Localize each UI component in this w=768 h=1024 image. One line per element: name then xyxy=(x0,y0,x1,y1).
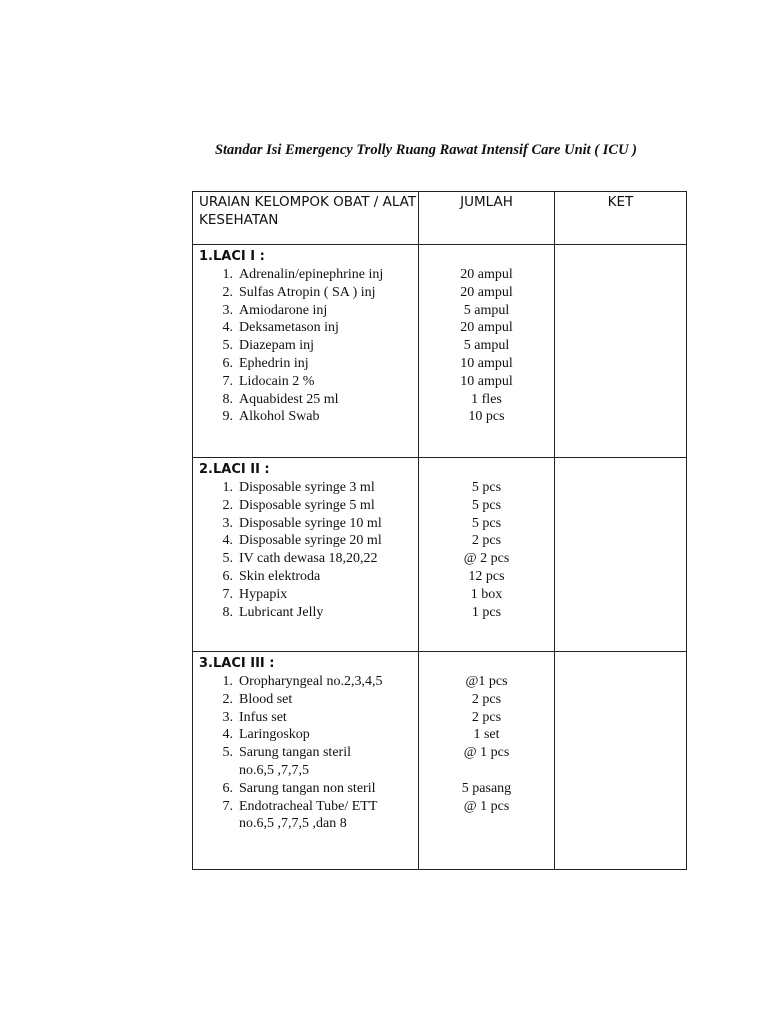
item-list xyxy=(193,673,418,833)
list-item: 2. Sulfas Atropin ( SA ) inj xyxy=(222,284,376,300)
quantity-value: @ 1 pcs xyxy=(463,745,510,761)
quantity-value: 1 set xyxy=(473,727,500,743)
section-title: 1.LACI I : xyxy=(199,249,265,264)
section-note-cell xyxy=(555,652,687,870)
list-item: 3. Disposable syringe 10 ml xyxy=(222,515,382,531)
section-note-cell xyxy=(555,458,687,652)
quantity-list xyxy=(419,245,554,426)
list-item: 1. Oropharyngeal no.2,3,4,5 xyxy=(222,674,383,689)
list-item: 5. IV cath dewasa 18,20,22 xyxy=(222,551,378,567)
quantity-value: 5 pasang xyxy=(461,780,512,796)
quantity-value: 10 ampul xyxy=(460,355,513,371)
quantity-list xyxy=(419,652,554,815)
quantity-value: 2 pcs xyxy=(471,709,502,725)
section-quantity-cell xyxy=(419,245,555,458)
section-note-cell xyxy=(555,245,687,458)
list-item: 6. Skin elektroda xyxy=(222,568,321,584)
inventory-table xyxy=(192,191,687,870)
quantity-value: @ 1 pcs xyxy=(463,798,510,814)
list-item: 2. Disposable syringe 5 ml xyxy=(222,497,375,513)
section-items-cell xyxy=(193,458,419,652)
list-item: 4. Deksametason inj xyxy=(222,320,339,336)
quantity-value: 10 pcs xyxy=(468,409,505,425)
table-row xyxy=(193,245,687,458)
table-row xyxy=(193,652,687,870)
quantity-value: 5 pcs xyxy=(471,497,502,513)
list-item: 8. Aquabidest 25 ml xyxy=(222,391,339,407)
table-header-row xyxy=(193,192,687,245)
list-item: 7. Lidocain 2 % xyxy=(222,373,315,389)
section-title: 2.LACI II : xyxy=(199,462,270,477)
section-items-cell xyxy=(193,245,419,458)
quantity-value: 5 pcs xyxy=(471,515,502,531)
quantity-list xyxy=(419,458,554,621)
header-note: KET xyxy=(555,192,687,245)
quantity-spacer xyxy=(419,762,554,780)
quantity-value: 20 ampul xyxy=(460,284,513,300)
table-row xyxy=(193,458,687,652)
quantity-value: 2 pcs xyxy=(471,691,502,707)
list-item-continuation: no.6,5 ,7,7,5 xyxy=(239,762,309,778)
list-item: 9. Alkohol Swab xyxy=(222,409,320,425)
list-item: 6. Ephedrin inj xyxy=(222,355,309,371)
list-item: 3. Infus set xyxy=(222,709,287,725)
quantity-value: 12 pcs xyxy=(468,568,505,584)
list-item: 2. Blood set xyxy=(222,691,293,707)
quantity-value: 1 box xyxy=(470,586,503,602)
quantity-value: 2 pcs xyxy=(471,533,502,549)
quantity-value: 20 ampul xyxy=(460,267,513,282)
section-quantity-cell xyxy=(419,458,555,652)
section-title: 3.LACI III : xyxy=(199,656,275,671)
header-quantity: JUMLAH xyxy=(419,192,555,245)
quantity-value: 10 ampul xyxy=(460,373,513,389)
quantity-value: 1 fles xyxy=(471,391,502,407)
quantity-value: 1 pcs xyxy=(471,604,502,620)
section-items-cell xyxy=(193,652,419,870)
header-item: URAIAN KELOMPOK OBAT / ALAT KESEHATAN xyxy=(193,192,419,245)
item-list xyxy=(193,479,418,621)
list-item: 8. Lubricant Jelly xyxy=(222,604,324,620)
list-item: 6. Sarung tangan non steril xyxy=(222,780,376,796)
list-item: 4. Laringoskop xyxy=(222,727,310,743)
quantity-value: @1 pcs xyxy=(465,674,508,689)
list-item: 7. Hypapix xyxy=(222,586,288,602)
document-title: Standar Isi Emergency Trolly Ruang Rawat Intensif Care Unit ( ICU ) xyxy=(214,142,638,158)
quantity-value: 5 ampul xyxy=(463,302,510,318)
section-quantity-cell xyxy=(419,652,555,870)
list-item-continuation: no.6,5 ,7,7,5 ,dan 8 xyxy=(239,816,347,832)
list-item: 5. Diazepam inj xyxy=(222,338,315,354)
quantity-value: 20 ampul xyxy=(460,320,513,336)
quantity-value: @ 2 pcs xyxy=(463,551,510,567)
quantity-value: 5 pcs xyxy=(471,480,502,495)
quantity-value: 5 ampul xyxy=(463,338,510,354)
list-item: 1. Disposable syringe 3 ml xyxy=(222,480,375,495)
list-item: 1. Adrenalin/epinephrine inj xyxy=(222,267,384,282)
list-item: 3. Amiodarone inj xyxy=(222,302,328,318)
list-item: 5. Sarung tangan steril xyxy=(222,745,351,761)
list-item: 4. Disposable syringe 20 ml xyxy=(222,533,382,549)
item-list xyxy=(193,266,418,426)
list-item: 7. Endotracheal Tube/ ETT xyxy=(222,798,378,814)
